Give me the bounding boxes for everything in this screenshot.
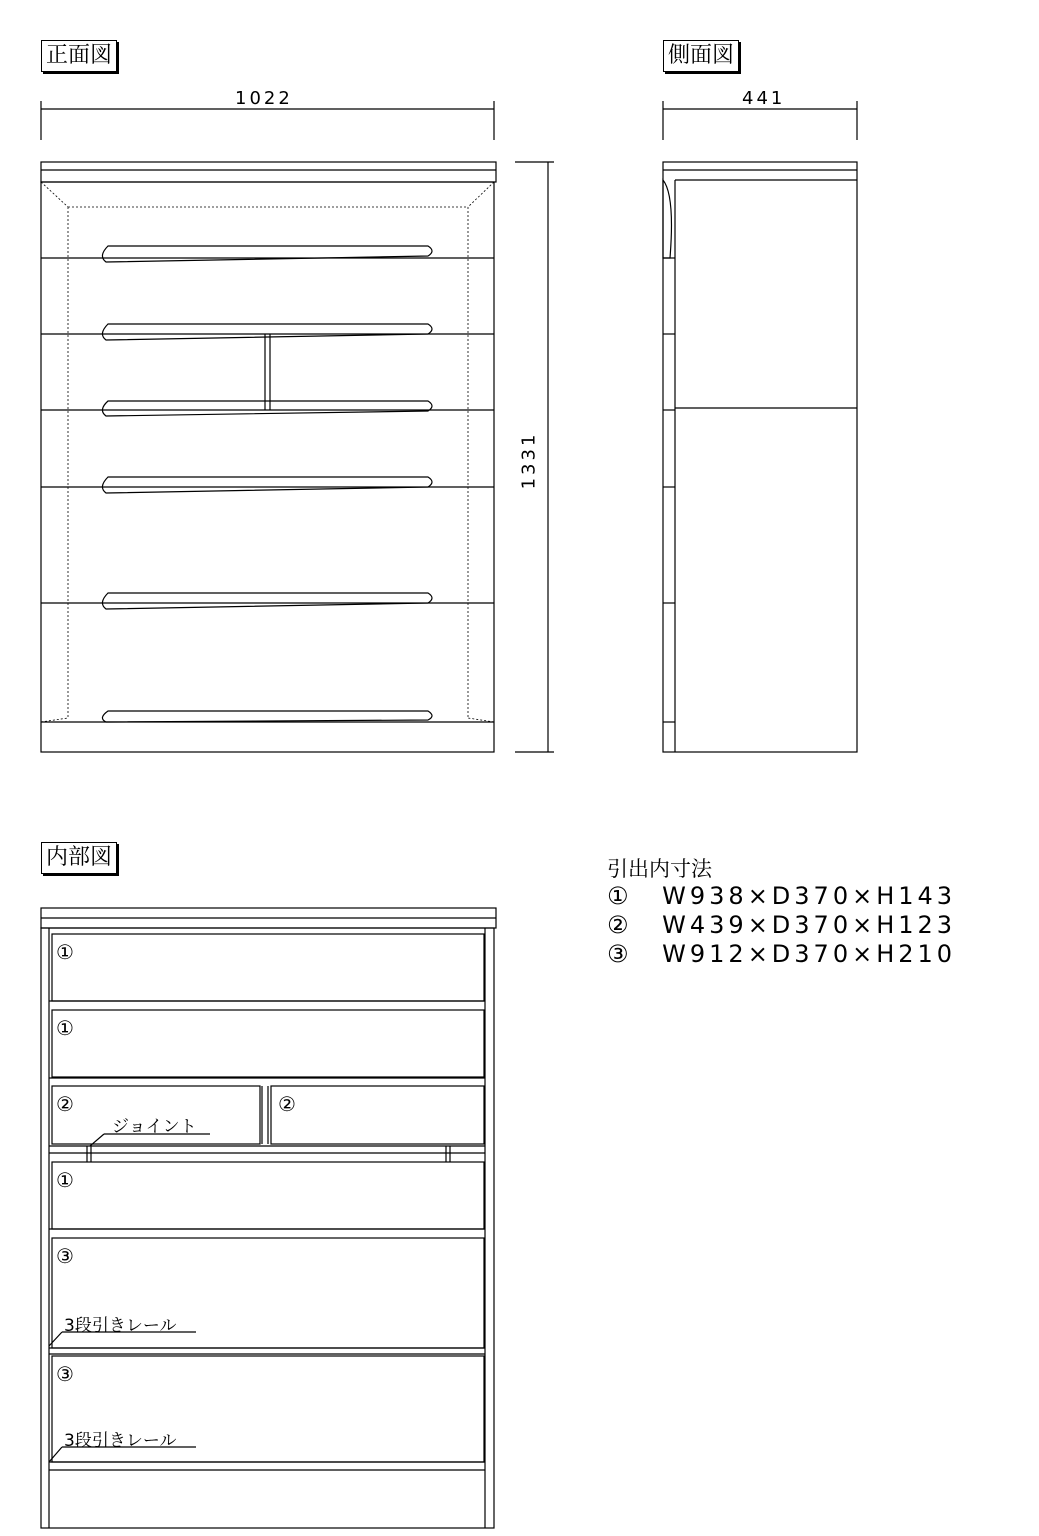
drawer-label-7: ③: [56, 1362, 74, 1386]
joint-note: ジョイント: [112, 1117, 197, 1137]
spec-row-3: [607, 940, 956, 968]
spec-text-1: W938×D370×H143: [662, 882, 957, 910]
side-view: [663, 101, 857, 752]
side-view-title: 側面図: [663, 40, 739, 72]
front-view-title: 正面図: [41, 40, 117, 72]
front-width-dimension: 1022: [235, 88, 293, 109]
spec-title: 引出内寸法: [607, 857, 712, 881]
drawer-label-1: ①: [56, 940, 74, 964]
drawer-label-6: ③: [56, 1244, 74, 1268]
spec-mark-2: ②: [607, 911, 633, 939]
drawer-handles: [102, 246, 432, 722]
drawer-label-4: ②: [278, 1092, 296, 1116]
spec-text-2: W439×D370×H123: [662, 911, 957, 939]
drawer-label-3: ②: [56, 1092, 74, 1116]
interior-view-title: 内部図: [41, 842, 117, 874]
spec-row-1: [607, 882, 956, 910]
spec-mark-1: ①: [607, 882, 633, 910]
drawer-label-5: ①: [56, 1168, 74, 1192]
drawer-label-2: ①: [56, 1016, 74, 1040]
rail-note-1: 3段引きレール: [64, 1316, 177, 1336]
spec-mark-3: ③: [607, 940, 633, 968]
rail-note-2: 3段引きレール: [64, 1431, 177, 1451]
side-depth-dimension: 441: [742, 88, 786, 109]
spec-row-2: [607, 911, 956, 939]
height-dimension: 1331: [518, 431, 540, 490]
spec-text-3: W912×D370×H210: [662, 940, 957, 968]
